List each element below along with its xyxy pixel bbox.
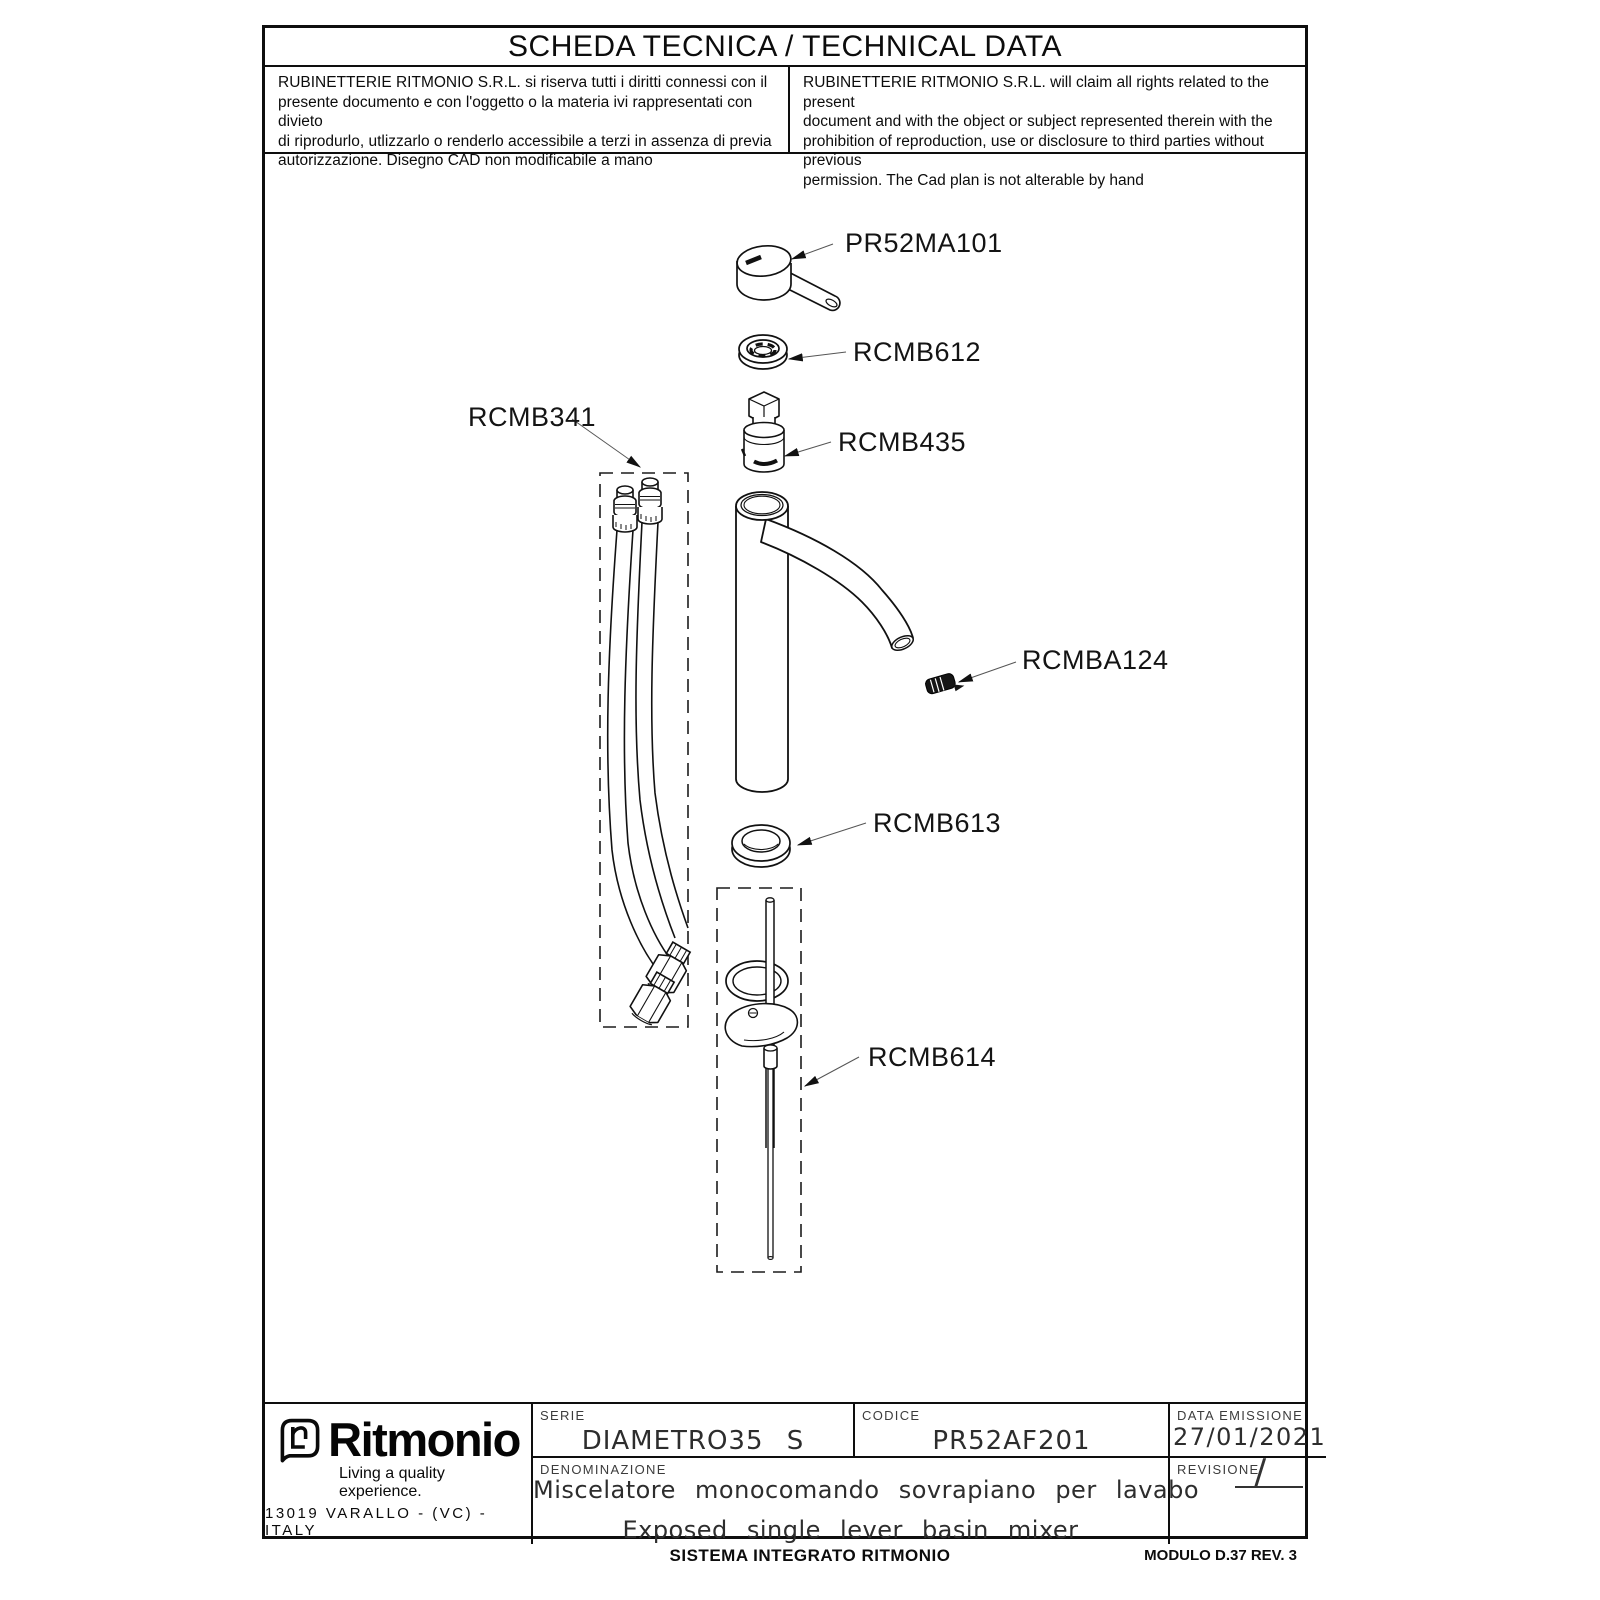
data-emissione-label: DATA EMISSIONE (1177, 1408, 1304, 1423)
codice-value: PR52AF201 (932, 1426, 1091, 1456)
part-label-handle-ring: RCMB612 (853, 337, 982, 367)
part-label-cartridge: RCMB435 (838, 427, 967, 457)
logo-cell (265, 1404, 533, 1544)
part-drain-rod (725, 898, 797, 1260)
denominazione-cell (533, 1458, 1200, 1544)
part-handle-ring (739, 335, 787, 369)
disclaimer-english-line: RUBINETTERIE RITMONIO S.R.L. will claim all rights related to the present (803, 74, 1269, 111)
revisione-label: REVISIONE (1177, 1462, 1260, 1477)
codice-cell (855, 1404, 1170, 1458)
disclaimer-italian-line: di riprodurlo, utlizzarlo o renderlo accessibile a terzi in assenza di previa (278, 132, 772, 150)
part-cartridge (742, 392, 784, 472)
denominazione-english: Exposed single lever basin mixer (622, 1516, 1079, 1544)
codice-label: CODICE (862, 1408, 921, 1423)
drain-dashed-box (717, 888, 801, 1272)
part-label-aerator: RCMBA124 (1022, 645, 1169, 675)
footer-module-text: MODULO D.37 REV. 3 (1144, 1547, 1297, 1564)
disclaimer-italian-line: presente documento e con l'oggetto o la materia ivi rappresentati con divieto (278, 93, 753, 130)
disclaimer-english-line: prohibition of reproduction, use or disclosure to third parties without previous (803, 132, 1264, 169)
part-body (736, 492, 915, 792)
leader-handle-ring (789, 352, 846, 359)
ritmonio-logo-icon (276, 1414, 324, 1464)
title-block (265, 1402, 1327, 1544)
leader-cartridge (785, 442, 831, 456)
leader-handle (792, 244, 833, 259)
part-base-ring (732, 825, 790, 867)
logo-address: 13019 VARALLO - (VC) - ITALY (265, 1504, 488, 1539)
leader-drain-rod (805, 1057, 859, 1086)
disclaimer-italian (265, 67, 790, 169)
serie-cell (533, 1404, 855, 1458)
footer-system-text: SISTEMA INTEGRATO RITMONIO (669, 1546, 951, 1565)
data-emissione-value: 27/01/2021 (1173, 1423, 1327, 1451)
disclaimer-english (790, 67, 1305, 189)
leader-aerator (959, 662, 1016, 682)
disclaimer-english-line: permission. The Cad plan is not alterable by hand (803, 171, 1144, 189)
logo-text: Ritmonio (328, 1412, 520, 1466)
part-handle (736, 243, 840, 310)
leader-base-ring (798, 823, 866, 845)
data-emissione-cell (1170, 1404, 1326, 1458)
disclaimer-english-line: document and with the object or subject represented therein with the (803, 113, 1273, 130)
part-label-handle: PR52MA101 (845, 228, 1003, 258)
revisione-cell (1170, 1452, 1326, 1544)
disclaimer-row (265, 67, 1305, 189)
revisione-value: / (1254, 1452, 1267, 1493)
sheet-title: SCHEDA TECNICA / TECHNICAL DATA (265, 28, 1305, 67)
serie-label: SERIE (540, 1408, 586, 1423)
logo-tagline: Living a quality experience. (339, 1464, 445, 1500)
revisione-underline (1235, 1486, 1303, 1488)
disclaimer-italian-line: autorizzazione. Disegno CAD non modificabile a mano (278, 152, 653, 169)
denominazione-label: DENOMINAZIONE (540, 1462, 667, 1477)
denominazione-italian: Miscelatore monocomando sovrapiano per lavabo (533, 1476, 1200, 1504)
part-aerator (924, 670, 965, 698)
part-label-hoses: RCMB341 (468, 402, 597, 432)
part-label-drain-rod: RCMB614 (868, 1042, 997, 1072)
part-hoses (608, 478, 696, 1028)
exploded-diagram (265, 156, 1305, 1402)
disclaimer-italian-line: RUBINETTERIE RITMONIO S.R.L. si riserva tutti i diritti connessi con il (278, 74, 768, 91)
serie-value: DIAMETRO35 S (581, 1426, 805, 1456)
part-label-base-ring: RCMB613 (873, 808, 1002, 838)
